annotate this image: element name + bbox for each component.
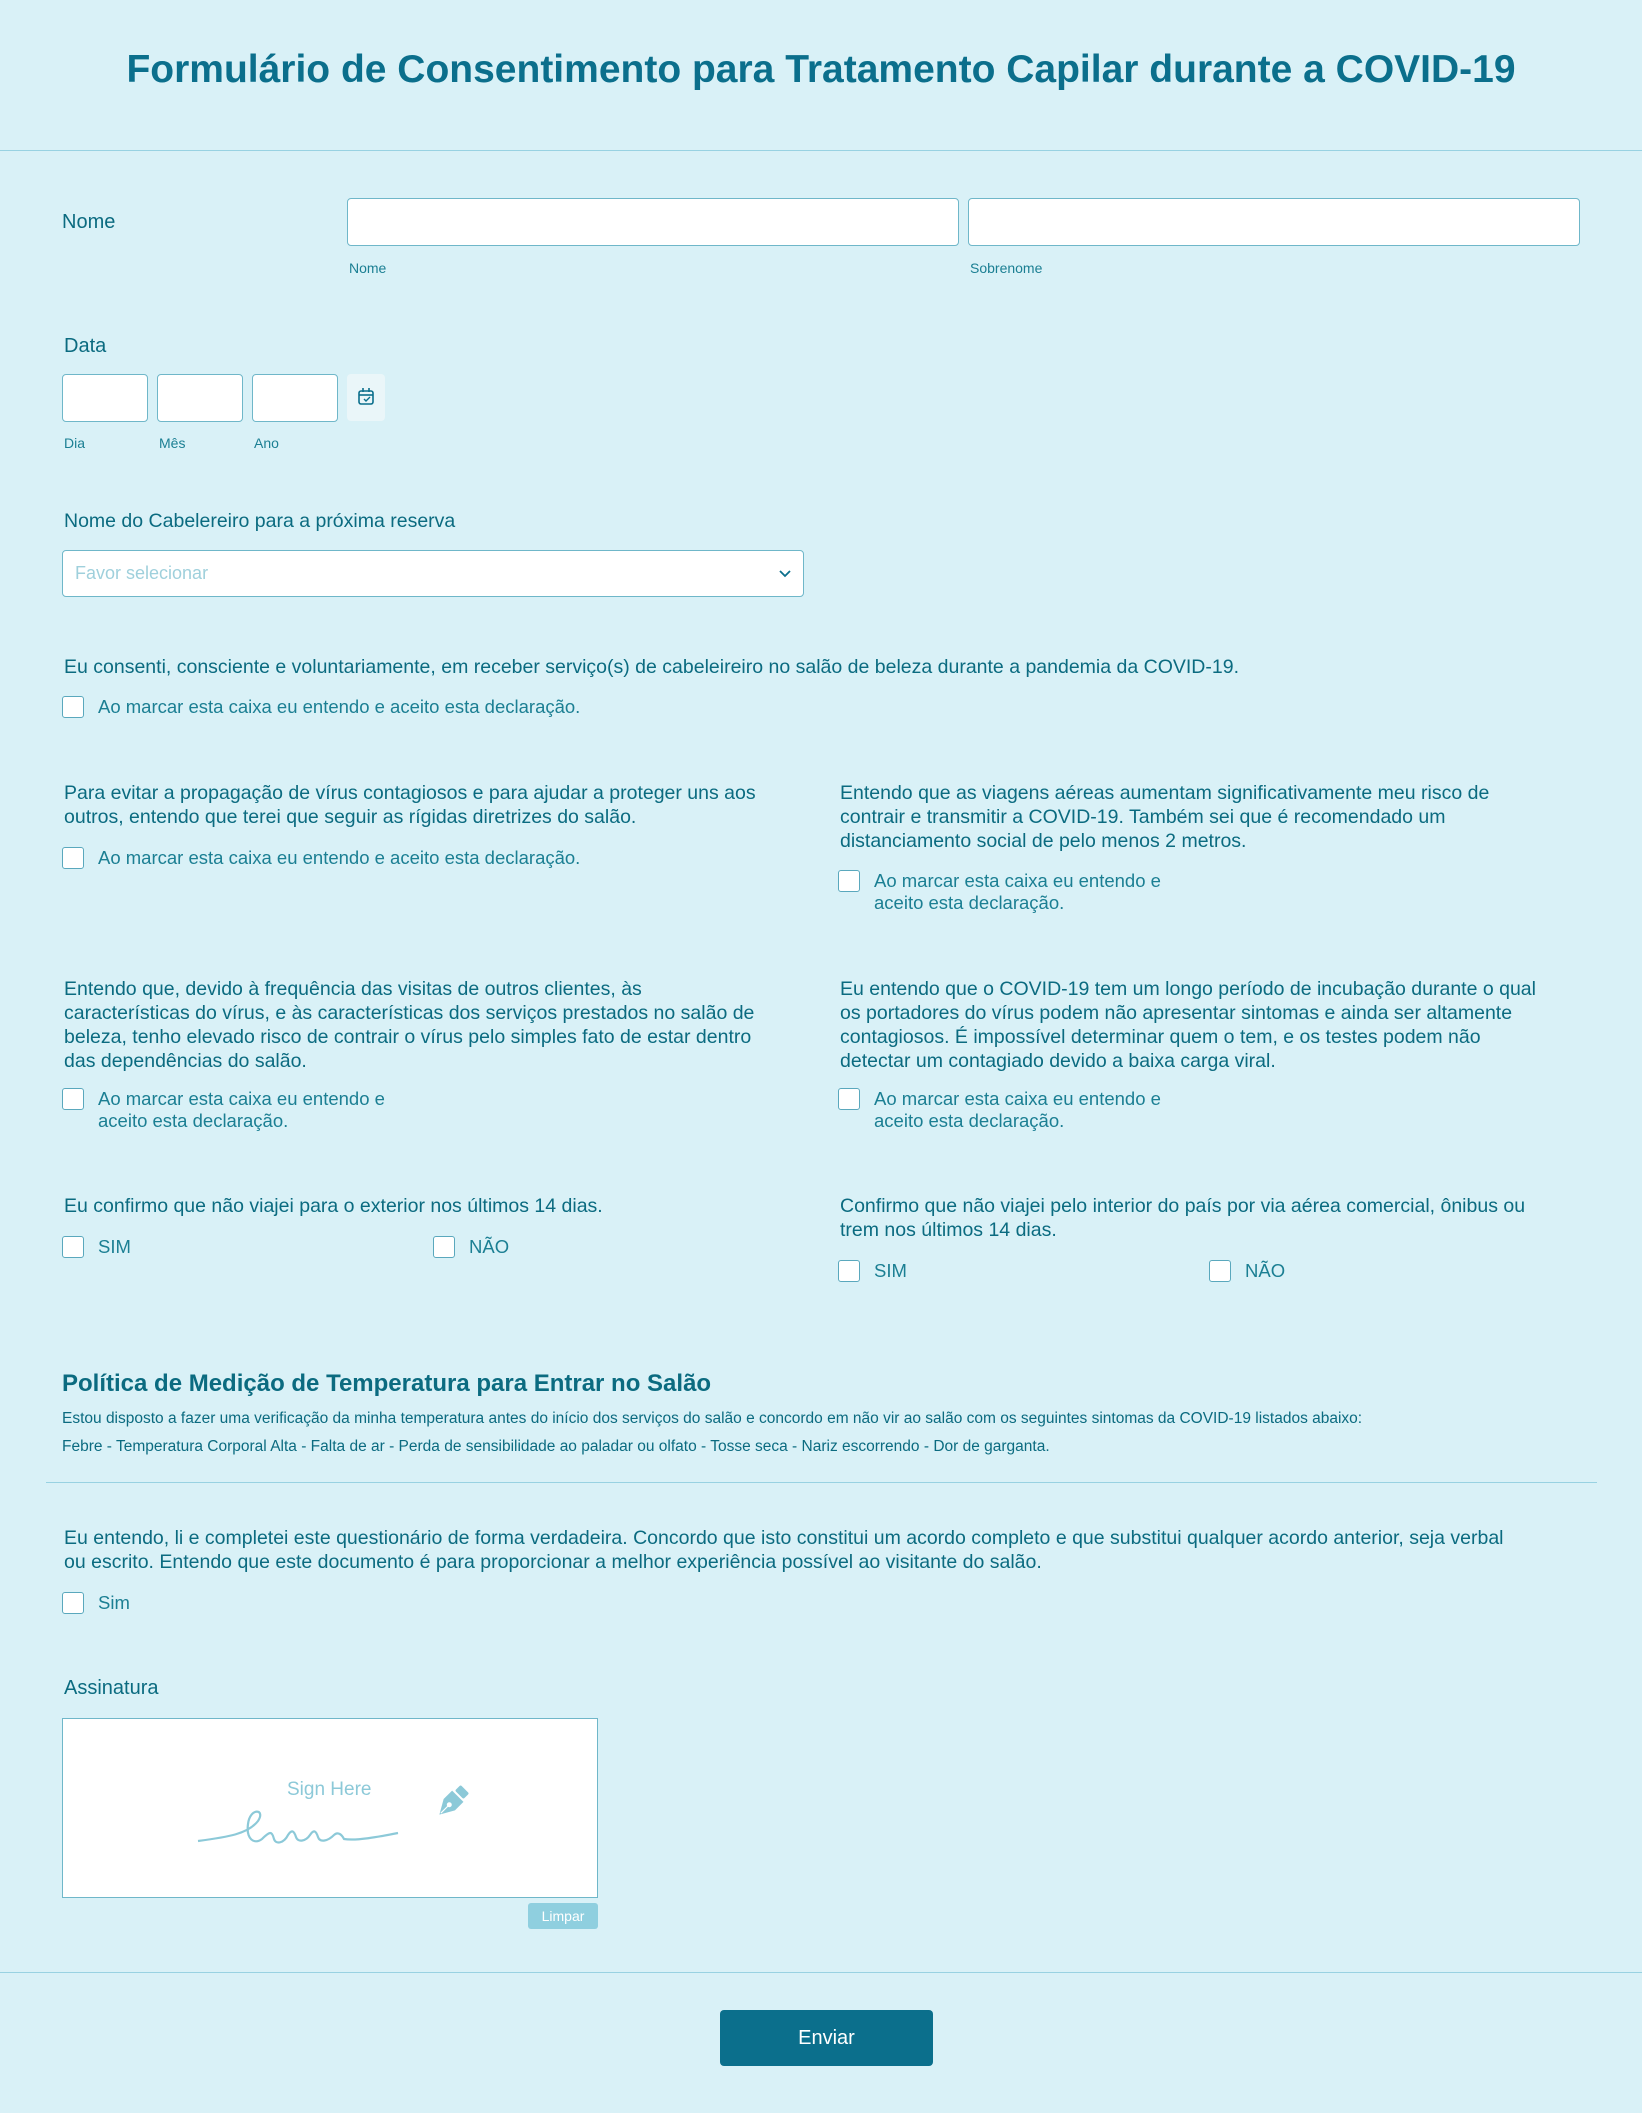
consent-checkbox[interactable] — [62, 696, 84, 718]
submit-button[interactable]: Enviar — [720, 2010, 933, 2066]
policy-symptoms: Febre - Temperatura Corporal Alta - Falta de ar - Perda de sensibilidade ao paladar ou olfato - Tosse seca - Nariz escorrendo - Dor de garganta. — [62, 1438, 1050, 1455]
abroad-no-checkbox[interactable] — [433, 1236, 455, 1258]
month-input[interactable] — [157, 374, 243, 422]
guidelines-checkbox-label: Ao marcar esta caixa eu entendo e aceito esta declaração. — [98, 847, 581, 868]
guidelines-statement-line1: Para evitar a propagação de vírus contagiosos e para ajudar a proteger uns aos — [64, 782, 756, 804]
first-name-sublabel: Nome — [349, 260, 387, 276]
air-travel-statement-line1: Entendo que as viagens aéreas aumentam significativamente meu risco de — [840, 782, 1490, 804]
risk-statement-line1: Entendo que, devido à frequência das visitas de outros clientes, às — [64, 978, 642, 1000]
pen-nib-icon — [425, 1779, 475, 1829]
abroad-no-label: NÃO — [469, 1236, 510, 1257]
policy-text: Estou disposto a fazer uma verificação da minha temperatura antes do início dos serviços do salão e concordo em não vir ao salão com os seguintes sintomas da COVID-19 listados abaixo: — [62, 1410, 1363, 1427]
incubation-checkbox[interactable] — [838, 1088, 860, 1110]
domestic-yes-checkbox[interactable] — [838, 1260, 860, 1282]
chevron-down-icon — [777, 567, 793, 581]
risk-checkbox-label-line1: Ao marcar esta caixa eu entendo e — [98, 1088, 385, 1109]
signature-label: Assinatura — [64, 1677, 159, 1699]
air-travel-checkbox-label-line2: aceito esta declaração. — [874, 892, 1065, 913]
stylist-label: Nome do Cabelereiro para a próxima reserva — [64, 510, 456, 532]
agreement-checkbox-label: Sim — [98, 1592, 130, 1613]
first-name-input[interactable] — [347, 198, 959, 246]
last-name-sublabel: Sobrenome — [970, 260, 1043, 276]
consent-statement: Eu consenti, consciente e voluntariamente, em receber serviço(s) de cabeleireiro no salão de beleza durante a pandemia da COVID-19. — [64, 656, 1239, 678]
calendar-icon — [347, 374, 385, 421]
air-travel-checkbox-label-line1: Ao marcar esta caixa eu entendo e — [874, 870, 1161, 891]
agreement-statement-line2: ou escrito. Entendo que este documento é para proporcionar a melhor experiência possível ao visitante do salão. — [64, 1551, 1042, 1573]
stylist-select[interactable] — [62, 550, 804, 597]
year-input[interactable] — [252, 374, 338, 422]
header-divider — [0, 150, 1642, 151]
signature-pad[interactable] — [62, 1718, 598, 1898]
page-title: Formulário de Consentimento para Tratamento Capilar durante a COVID-19 — [126, 48, 1516, 91]
domestic-travel-question-line1: Confirmo que não viajei pelo interior do país por via aérea comercial, ônibus ou — [840, 1195, 1526, 1217]
consent-checkbox-label: Ao marcar esta caixa eu entendo e aceito esta declaração. — [98, 696, 581, 717]
agreement-statement-line1: Eu entendo, li e completei este questionário de forma verdadeira. Concordo que isto constitui um acordo completo e que substitui qualquer acordo anterior, seja verbal — [64, 1527, 1504, 1549]
date-label: Data — [64, 335, 107, 357]
incubation-statement-line4: detectar um contagiado devido a baixa carga viral. — [840, 1050, 1276, 1072]
domestic-yes-label: SIM — [874, 1260, 907, 1281]
incubation-statement-line1: Eu entendo que o COVID-19 tem um longo período de incubação durante o qual — [840, 978, 1536, 1000]
last-name-input[interactable] — [968, 198, 1580, 246]
incubation-checkbox-label-line2: aceito esta declaração. — [874, 1110, 1065, 1131]
air-travel-checkbox[interactable] — [838, 870, 860, 892]
risk-statement-line3: beleza, tenho elevado risco de contrair o vírus pelo simples fato de estar dentro — [64, 1026, 752, 1048]
guidelines-statement-line2: outros, entendo que terei que seguir as rígidas diretrizes do salão. — [64, 806, 637, 828]
domestic-no-label: NÃO — [1245, 1260, 1286, 1281]
risk-statement-line2: características do vírus, e às características dos serviços prestados no salão de — [64, 1002, 755, 1024]
abroad-yes-checkbox[interactable] — [62, 1236, 84, 1258]
air-travel-statement-line3: distanciamento social de pelo menos 2 metros. — [840, 830, 1247, 852]
incubation-statement-line3: contagiosos. É impossível determinar quem o tem, e os testes podem não — [840, 1026, 1481, 1048]
day-sublabel: Dia — [64, 435, 86, 451]
month-sublabel: Mês — [159, 435, 186, 451]
footer-divider — [0, 1972, 1642, 1973]
policy-heading: Política de Medição de Temperatura para Entrar no Salão — [62, 1370, 712, 1397]
clear-signature-button[interactable]: Limpar — [528, 1903, 598, 1929]
risk-checkbox[interactable] — [62, 1088, 84, 1110]
calendar-button[interactable] — [347, 374, 385, 421]
policy-divider — [46, 1482, 1597, 1483]
agreement-checkbox[interactable] — [62, 1592, 84, 1614]
risk-checkbox-label-line2: aceito esta declaração. — [98, 1110, 289, 1131]
stylist-placeholder: Favor selecionar — [75, 563, 209, 583]
guidelines-checkbox[interactable] — [62, 847, 84, 869]
abroad-yes-label: SIM — [98, 1236, 131, 1257]
air-travel-statement-line2: contrair e transmitir a COVID-19. Também sei que é recomendado um — [840, 806, 1446, 828]
incubation-statement-line2: os portadores do vírus podem não apresentar sintomas e ainda ser altamente — [840, 1002, 1513, 1024]
signature-hint: Sign Here — [287, 1779, 372, 1800]
domestic-travel-question-line2: trem nos últimos 14 dias. — [840, 1219, 1057, 1241]
day-input[interactable] — [62, 374, 148, 422]
year-sublabel: Ano — [254, 435, 279, 451]
risk-statement-line4: das dependências do salão. — [64, 1050, 307, 1072]
abroad-travel-question: Eu confirmo que não viajei para o exterior nos últimos 14 dias. — [64, 1195, 603, 1217]
incubation-checkbox-label-line1: Ao marcar esta caixa eu entendo e — [874, 1088, 1161, 1109]
domestic-no-checkbox[interactable] — [1209, 1260, 1231, 1282]
name-label: Nome — [62, 211, 116, 233]
